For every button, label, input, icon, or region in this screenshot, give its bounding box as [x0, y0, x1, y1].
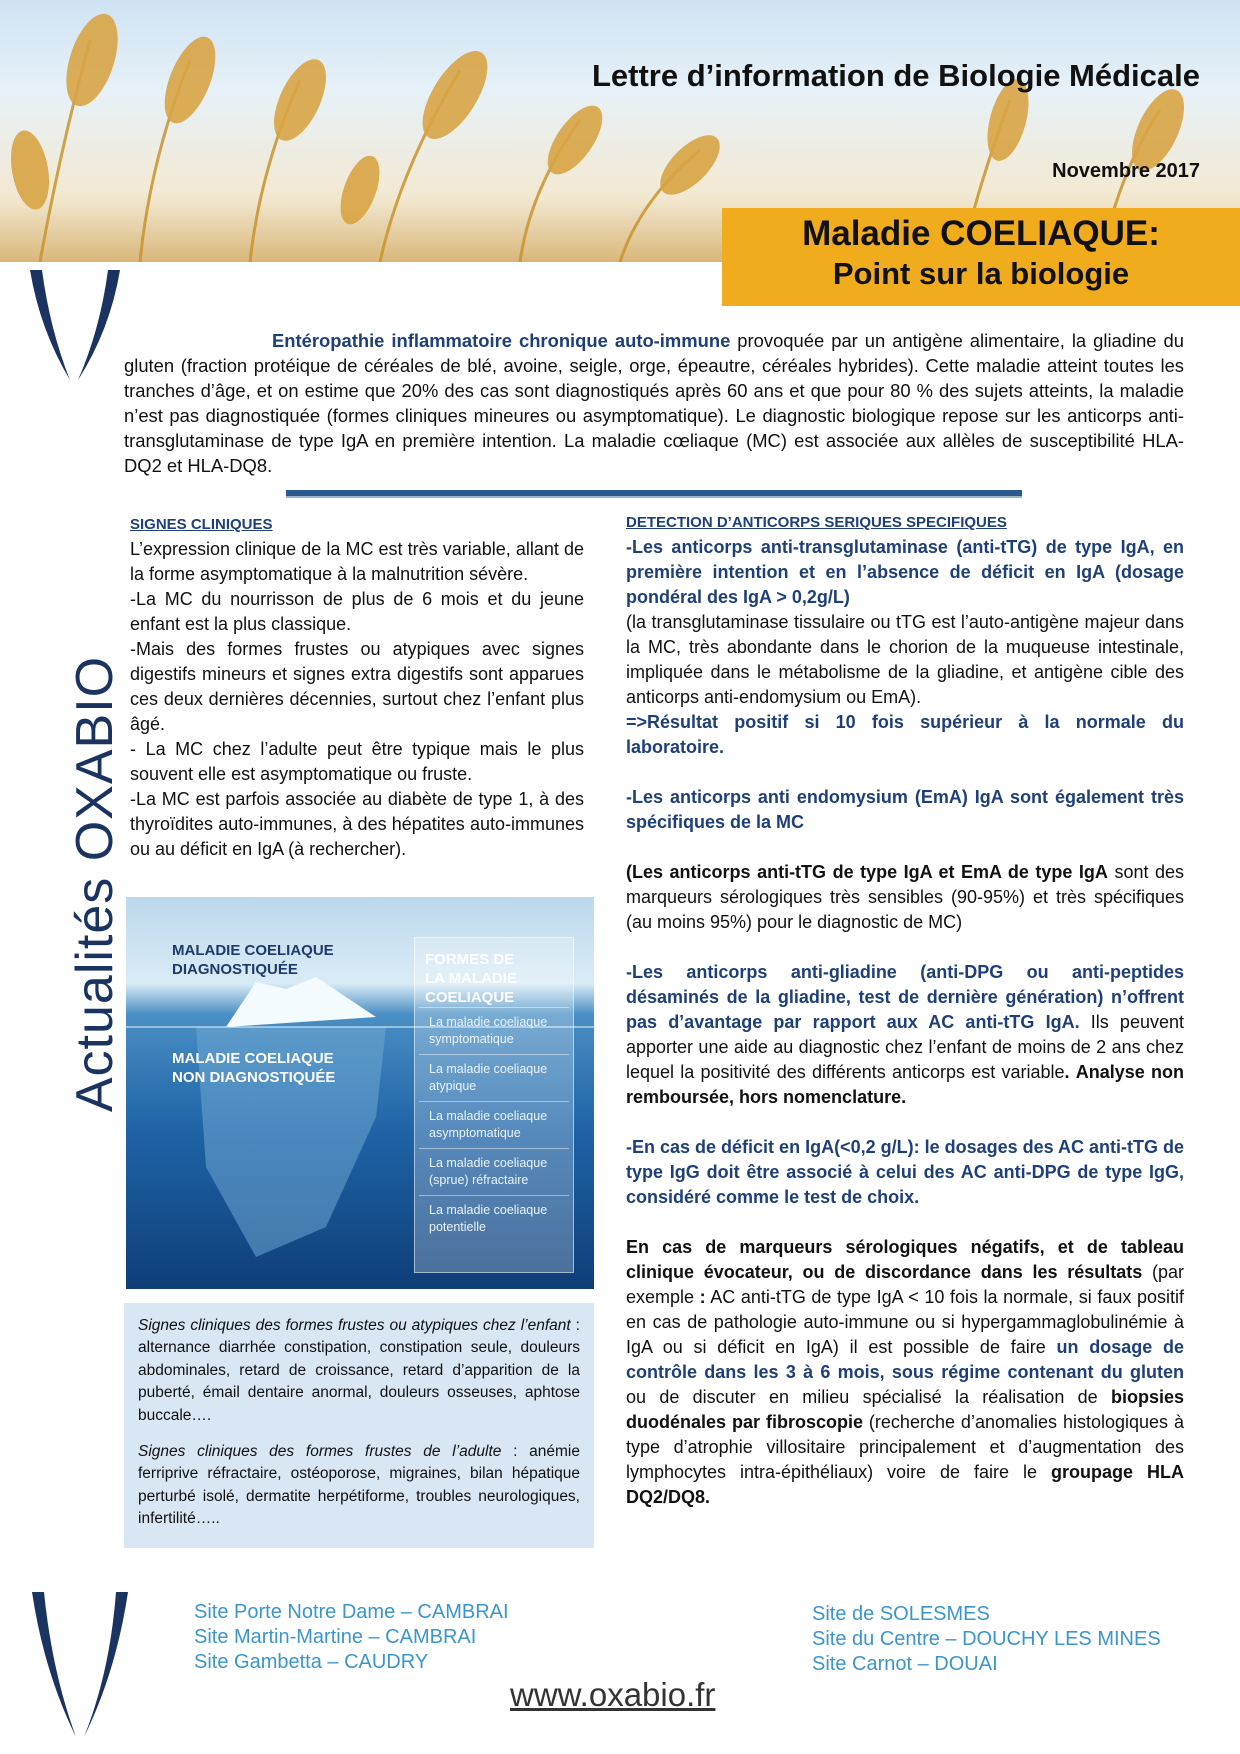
intro-paragraph	[124, 328, 1184, 478]
clinical-signs-p4: - La MC chez l’adulte peut être typique mais le plus souvent elle est asymptomatique ou fruste.	[130, 739, 584, 784]
iceberg-label-diagnosed: MALADIE COELIAQUE DIAGNOSTIQUÉE	[172, 942, 334, 978]
atypical-signs-note	[124, 1303, 594, 1548]
headline-box	[722, 208, 1240, 306]
markers-paragraph: (Les anticorps anti-tTG de type IgA et EmA de type IgA sont des marqueurs sérologiques très sensibles (90-95%) et très spécifiques (au moins 95%) pour le diagnostic de MC)	[626, 862, 1185, 932]
site-item: Site de SOLESMES	[812, 1603, 990, 1625]
form-item: La maladie coeliaque symptomatique	[419, 1007, 569, 1054]
oxabio-logo-icon	[20, 270, 130, 390]
site-item: Site Martin-Martine – CAMBRAI	[194, 1626, 477, 1648]
website-link[interactable]: www.oxabio.fr	[510, 1676, 716, 1713]
footer-logo	[24, 1592, 134, 1747]
side-brand	[20, 270, 130, 1113]
clinical-signs-column	[130, 512, 584, 862]
intro-highlight: Entéropathie inflammatoire chronique auto-immune	[272, 330, 731, 351]
sites-right	[812, 1602, 1161, 1677]
newsletter-title: Lettre d’information de Biologie Médicale	[591, 58, 1200, 93]
iceberg-label-undiagnosed: MALADIE COELIAQUE NON DIAGNOSTIQUÉE	[172, 1050, 336, 1086]
clinical-signs-p1: L’expression clinique de la MC est très variable, allant de la forme asymptomatique à la malnutrition sévère.	[130, 539, 584, 584]
forms-panel-title: FORMES DE LA MALADIE COELIAQUE	[425, 951, 517, 1006]
site-item: Site du Centre – DOUCHY LES MINES	[812, 1628, 1161, 1650]
clinical-signs-title: SIGNES CLINIQUES	[130, 516, 273, 533]
oxabio-footer-logo-icon	[24, 1592, 134, 1742]
clinical-signs-p5: -La MC est parfois associée au diabète de type 1, à des thyroïdites auto-immunes, à des hépatites auto-immunes ou au déficit en IgA (à rechercher).	[130, 789, 584, 859]
intro-text: provoquée par un antigène alimentaire, la gliadine du gluten (fraction protéique de céréales de blé, avoine, seigle, orge, épeautre, céréales hybrides). Cette maladie atteint toutes les tranches d’âge, et on estime que 20% des cas sont diagnostiqués après 60 ans et que pour 80 % des sujets atteints, la maladie n’est pas diagnostiquée (formes cliniques mineures ou asymptomatique). Le diagnostic biologique repose sur les anticorps anti-transglutaminase de type IgA en première intention. La maladie cœliaque (MC) est associée aux allèles de susceptibilité HLA-DQ2 et HLA-DQ8.	[124, 330, 1184, 476]
headline-line-1: Maladie COELIAQUE:	[802, 214, 1160, 253]
form-item: La maladie coeliaque asymptomatique	[419, 1101, 569, 1148]
note-adult: Signes cliniques des formes frustes de l’adulte : anémie ferriprive réfractaire, ostéoporose, migraines, bilan hépatique perturbé isolé, dermatite herpétiforme, troubles neurologiques, infertilité…..	[138, 1443, 580, 1528]
form-item: La maladie coeliaque (sprue) réfractaire	[419, 1148, 569, 1195]
brand-vertical-text: Actualités OXABIO	[66, 655, 124, 1113]
anti-gliadin-paragraph: -Les anticorps anti-gliadine (anti-DPG ou anti-peptides désaminés de la gliadine, test de dernière génération) n’offrent pas d’avantage par rapport aux AC anti-tTG IgA. Ils peuvent apporter une aide au diagnostic chez l’enfant de moins de 2 ans chez lequel la positivité des différents anticorps est variable. Analyse non remboursée, hors nomenclature.	[626, 962, 1184, 1107]
form-item: La maladie coeliaque atypique	[419, 1054, 569, 1101]
anti-ttg-heading: -Les anticorps anti-transglutaminase (anti-tTG) de type IgA, en première intention et en l’absence de déficit en IgA (dosage pondéral des IgA > 0,2g/L)	[626, 537, 1184, 607]
note-child: Signes cliniques des formes frustes ou atypiques chez l’enfant : alternance diarrhée constipation, constipation seule, douleurs abdominales, retard de croissance, retard d’apparition de la puberté, émail dentaire anormal, douleurs osseuses, aphtose buccale….	[138, 1317, 580, 1424]
clinical-signs-p3: -Mais des formes frustes ou atypiques avec signes digestifs mineurs et signes extra digestifs sont apparues ces deux dernières décennies, surtout chez l’enfant plus âgé.	[130, 639, 584, 734]
anti-ttg-text: (la transglutaminase tissulaire ou tTG est l’auto-antigène majeur dans la MC, très abondante dans le chorion de la muqueuse intestinale, impliquée dans le métabolisme de la gliadine, et antigène cible des anticorps anti-endomysium ou EmA).	[626, 612, 1184, 707]
anti-ttg-result: =>Résultat positif si 10 fois supérieur à la normale du laboratoire.	[626, 712, 1184, 757]
forms-panel	[414, 937, 574, 1273]
antibody-detection-title: DETECTION D’ANTICORPS SERIQUES SPECIFIQUES	[626, 514, 1007, 531]
site-item: Site Carnot – DOUAI	[812, 1653, 998, 1675]
negative-markers-paragraph: En cas de marqueurs sérologiques négatifs, et de tableau clinique évocateur, ou de discordance dans les résultats (par exemple : AC anti-tTG de type IgA < 10 fois la normale, si faux positif en cas de pathologie auto-immune ou si hypergammaglobulinémie à IgA ou si déficit en IgA) il est possible de faire un dosage de contrôle dans les 3 à 6 mois, sous régime contenant du gluten ou de discuter en milieu spécialisé la réalisation de biopsies duodénales par fibroscopie (recherche d’anomalies histologiques à type d’atrophie villositaire principalement et d’augmentation des lymphocytes intra-épithéliaux) voire de faire le groupage HLA DQ2/DQ8.	[626, 1237, 1185, 1507]
clinical-signs-p2: -La MC du nourrisson de plus de 6 mois et du jeune enfant est la plus classique.	[130, 589, 584, 634]
issue-date: Novembre 2017	[1052, 160, 1200, 182]
headline-line-2: Point sur la biologie	[832, 256, 1130, 291]
antibody-detection-column	[626, 510, 1184, 1510]
sites-left	[194, 1600, 509, 1675]
iceberg-figure	[126, 897, 594, 1289]
section-divider	[286, 490, 1022, 498]
form-item: La maladie coeliaque potentielle	[419, 1195, 569, 1242]
ema-heading: -Les anticorps anti endomysium (EmA) IgA sont également très spécifiques de la MC	[626, 787, 1184, 832]
site-item: Site Gambetta – CAUDRY	[194, 1651, 429, 1673]
site-item: Site Porte Notre Dame – CAMBRAI	[194, 1601, 509, 1623]
iga-deficit-paragraph: -En cas de déficit en IgA(<0,2 g/L): le dosages des AC anti-tTG de type IgG doit être associé à celui des AC anti-DPG de type IgG, considéré comme le test de choix.	[626, 1137, 1184, 1207]
